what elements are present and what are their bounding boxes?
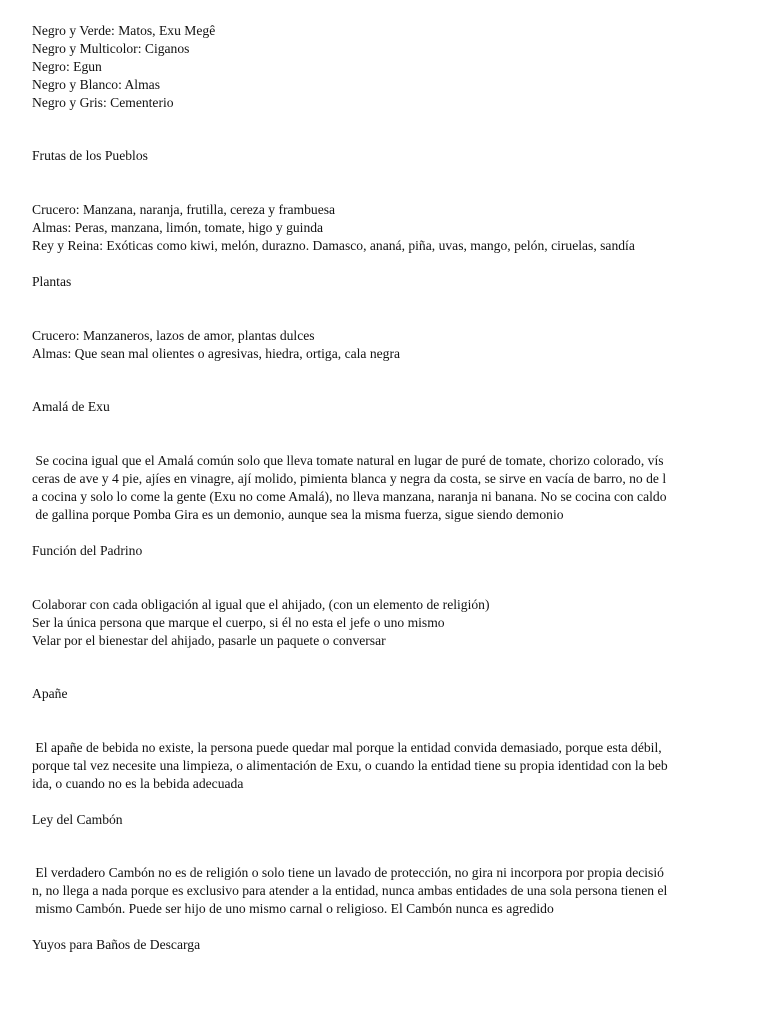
text-line: ceras de ave y 4 pie, ajíes en vinagre, ají molido, pimienta blanca y negra da costa, se sirve en vacía de barro, no de l bbox=[32, 471, 667, 486]
text-line: El verdadero Cambón no es de religión o solo tiene un lavado de protección, no gira ni incorpora por propia decisió bbox=[32, 865, 664, 880]
text-line: Ser la única persona que marque el cuerpo, si él no esta el jefe o uno mismo bbox=[32, 615, 445, 630]
text-line: Colaborar con cada obligación al igual que el ahijado, (con un elemento de religión) bbox=[32, 597, 490, 612]
text-line: Almas: Peras, manzana, limón, tomate, higo y guinda bbox=[32, 220, 324, 235]
text-line: Crucero: Manzana, naranja, frutilla, cereza y frambuesa bbox=[32, 202, 336, 217]
section-heading: Función del Padrino bbox=[32, 543, 143, 558]
text-line: Rey y Reina: Exóticas como kiwi, melón, durazno. Damasco, ananá, piña, uvas, mango, pelón, ciruelas, sandía bbox=[32, 238, 635, 253]
text-line: porque tal vez necesite una limpieza, o alimentación de Exu, o cuando la entidad tiene su propia identidad con la beb bbox=[32, 758, 668, 773]
text-line: de gallina porque Pomba Gira es un demonio, aunque sea la misma fuerza, sigue siendo demonio bbox=[32, 507, 564, 522]
text-line: Negro y Blanco: Almas bbox=[32, 77, 160, 92]
text-line: Crucero: Manzaneros, lazos de amor, plantas dulces bbox=[32, 328, 315, 343]
text-line: Negro y Verde: Matos, Exu Megê bbox=[32, 23, 216, 38]
text-line: mismo Cambón. Puede ser hijo de uno mismo carnal o religioso. El Cambón nunca es agredido bbox=[32, 901, 554, 916]
text-line: a cocina y solo lo come la gente (Exu no come Amalá), no lleva manzana, naranja ni banana. No se cocina con caldo bbox=[32, 489, 667, 504]
text-line: ida, o cuando no es la bebida adecuada bbox=[32, 776, 244, 791]
section-heading: Ley del Cambón bbox=[32, 812, 123, 827]
text-line: Almas: Que sean mal olientes o agresivas, hiedra, ortiga, cala negra bbox=[32, 346, 401, 361]
text-line: El apañe de bebida no existe, la persona puede quedar mal porque la entidad convida demasiado, porque esta débil, bbox=[32, 740, 662, 755]
section-heading: Frutas de los Pueblos bbox=[32, 148, 148, 163]
text-line: Negro y Multicolor: Ciganos bbox=[32, 41, 190, 56]
text-line: Se cocina igual que el Amalá común solo que lleva tomate natural en lugar de puré de tomate, chorizo colorado, vís bbox=[32, 453, 664, 468]
section-heading: Yuyos para Baños de Descarga bbox=[32, 937, 201, 952]
section-heading: Apañe bbox=[32, 686, 68, 701]
section-heading: Plantas bbox=[32, 274, 72, 289]
text-line: n, no llega a nada porque es exclusivo para atender a la entidad, nunca ambas entidades de una sola persona tienen el bbox=[32, 883, 668, 898]
section-heading: Amalá de Exu bbox=[32, 399, 110, 414]
text-line: Velar por el bienestar del ahijado, pasarle un paquete o conversar bbox=[32, 633, 386, 648]
text-line: Negro: Egun bbox=[32, 59, 102, 74]
text-line: Negro y Gris: Cementerio bbox=[32, 95, 174, 110]
